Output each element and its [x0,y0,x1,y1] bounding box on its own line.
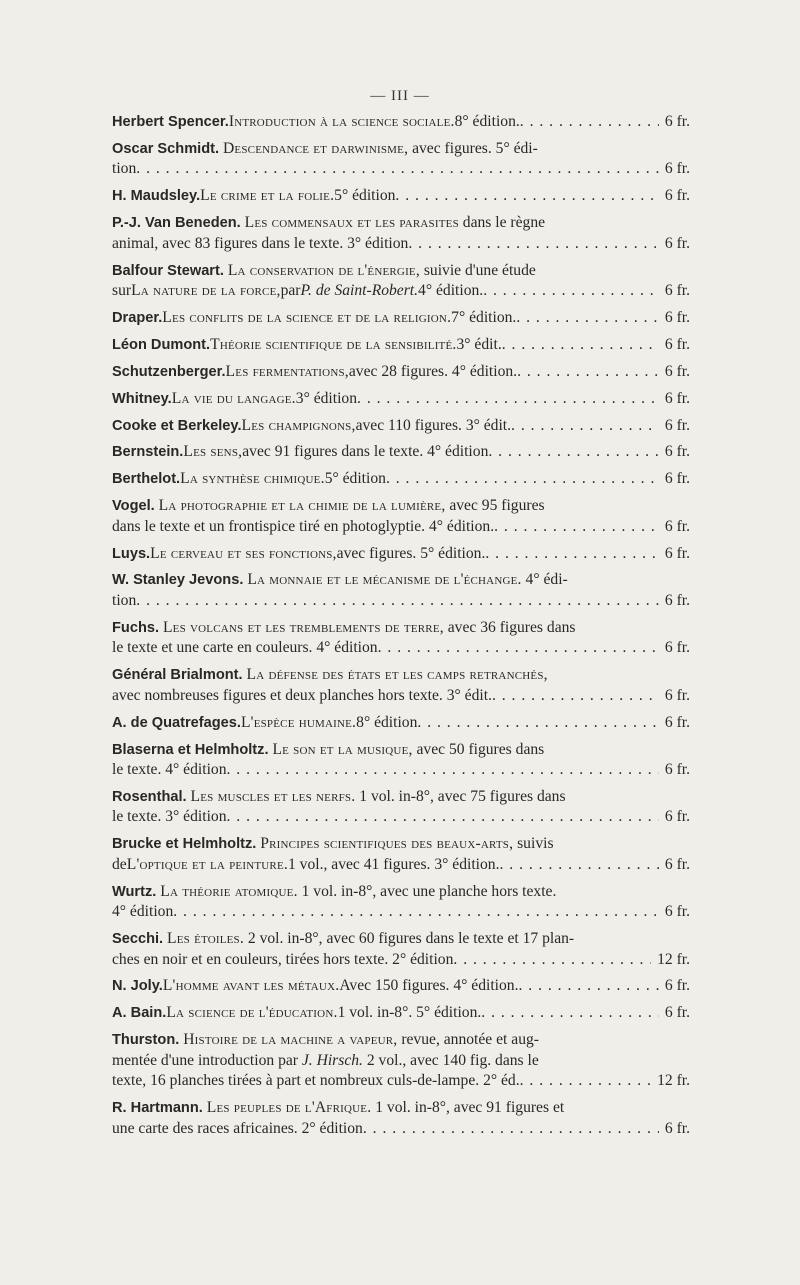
book-price: 6 fr. [664,591,690,609]
book-price: 6 fr. [664,517,690,535]
entry-first-line [112,740,690,761]
book-details: 5° édition [334,187,396,205]
book-title: L'espèce humaine. [240,713,357,731]
book-price: 12 fr. [657,1072,690,1090]
book-entry [112,976,690,997]
book-price: 6 fr. [664,416,690,434]
author-name: Wurtz. [112,883,157,900]
book-list [112,112,690,1146]
entry-last-line [112,686,690,707]
entry-first-line [112,544,690,565]
author-name: Thurston. [112,1032,180,1049]
dot-leader [136,159,659,180]
dot-leader [517,362,659,383]
book-details: revue, annotée et aug- [397,1031,539,1049]
dot-leader [395,186,658,207]
entry-first-line [112,713,690,734]
author-name: P.-J. Van Beneden. [112,215,241,232]
book-entry [112,112,690,133]
entry-last-line [112,281,690,302]
entry-first-line [112,442,690,463]
entry-first-line [112,112,690,133]
book-entry [112,570,690,611]
dot-leader [357,389,659,410]
dot-leader [492,686,659,707]
entry-last-line [112,517,690,538]
author-name: A. de Quatrefages. [112,714,241,731]
book-price: 6 fr. [664,761,690,779]
dot-leader [363,1119,659,1140]
author-name: Fuchs. [112,619,160,636]
entry-first-line [112,389,690,410]
book-price: 6 fr. [664,362,690,380]
entry-first-line [112,570,690,591]
book-details: 1 vol. in-8°, avec 75 figures dans [355,787,566,805]
dot-leader [481,1003,659,1024]
author-name: Général Brialmont. [112,667,243,684]
author-name: Vogel. [112,498,155,515]
entry-last-line [112,1119,690,1140]
book-title: L'homme avant les métaux. [162,977,340,995]
book-price: 6 fr. [664,389,690,407]
book-title: Théorie scientifique de la sensibilité. [210,335,457,353]
entry-first-line [112,618,690,639]
book-price: 6 fr. [664,335,690,353]
book-entry [112,335,690,356]
book-details: avec 50 figures dans [412,740,545,758]
author-name: Balfour Stewart. [112,262,224,279]
book-title: Les muscles et les nerfs. [190,787,356,805]
book-entry [112,469,690,490]
book-entry [112,139,690,180]
author-name: Berthelot. [112,471,181,488]
book-price: 6 fr. [664,855,690,873]
entry-last-line [112,234,690,255]
entry-first-line [112,665,690,686]
dot-leader [494,517,659,538]
book-title: Les volcans et les tremblements de terre, [162,618,444,636]
entry-first-line [112,308,690,329]
entry-last-line [112,902,690,923]
dot-leader [173,902,659,923]
author-name: Herbert Spencer. [112,114,229,130]
book-title: La vie du langage. [171,389,296,407]
book-price: 6 fr. [664,113,690,130]
book-title: Descendance et darwinisme, [222,139,409,157]
book-title: La photographie et la chimie de la lumière, [158,497,446,515]
entry-first-line [112,362,690,383]
book-title: La conservation de l'énergie, [227,261,420,279]
book-entry [112,442,690,463]
entry-first-line [112,834,690,855]
book-entry [112,713,690,734]
continuation-text: avec nombreuses figures et deux planches hors texte. 3° édit. [112,686,492,704]
entry-first-line [112,139,690,160]
book-title: Principes scientifiques des beaux-arts, [260,835,514,853]
book-details: avec 110 figures. 3° édit. [355,416,512,434]
book-price: 6 fr. [664,903,690,921]
book-details: avec 91 figures dans le texte. 4° édition [242,443,489,461]
dot-leader [227,760,659,781]
dot-leader [227,807,659,828]
author-name: Cooke et Berkeley. [112,417,242,434]
book-entry [112,544,690,565]
book-details: avec 36 figures dans [443,618,576,636]
book-price: 6 fr. [664,686,690,704]
dot-leader [136,591,659,612]
continuation-text: texte, 16 planches tirées à part et nombreux culs-de-lampe. 2° éd. [112,1072,520,1090]
continuation-text: le texte et une carte en couleurs. 4° édition [112,639,378,657]
book-title: Introduction à la science sociale. [228,113,455,130]
dot-leader [483,281,659,302]
continuation-text: le texte. 3° édition [112,808,227,826]
continuation-text: mentée d'une introduction par [112,1051,302,1069]
book-details: suivis [513,835,554,853]
book-price: 6 fr. [664,160,690,178]
book-entry [112,261,690,302]
book-title: La théorie atomique. [160,882,298,900]
book-title: Les fermentations, [225,362,349,380]
book-subtitle: L'optique et la peinture. [126,855,288,873]
book-entry [112,1098,690,1139]
book-entry [112,389,690,410]
book-price: 6 fr. [664,639,690,657]
dot-leader [453,950,651,971]
author-name: Bernstein. [112,444,184,461]
author-name: Léon Dumont. [112,336,211,353]
entry-first-line [112,1003,690,1024]
book-entry [112,213,690,254]
book-price: 6 fr. [664,282,690,300]
book-details: 7° édition. [451,308,517,326]
entry-first-line [112,213,690,234]
book-entry [112,740,690,781]
book-entry [112,1030,690,1092]
book-details: Avec 150 figures. 4° édition. [339,977,519,995]
author-name: Luys. [112,545,151,562]
entry-last-line [112,855,690,876]
page-number: — III — [370,88,430,104]
book-details: avec 95 figures [445,497,545,515]
book-title: Le son et la musique, [272,740,413,758]
book-price: 6 fr. [664,470,690,488]
book-entry [112,416,690,437]
book-details: 1 vol. in-8°. 5° édition. [337,1004,482,1022]
entry-first-line [112,186,690,207]
dot-leader [499,855,658,876]
book-entry [112,496,690,537]
author-name: Brucke et Helmholtz. [112,836,257,853]
entry-last-line [112,950,690,971]
book-entry [112,1003,690,1024]
book-details: 3° édition [295,389,358,407]
entry-first-line [112,929,690,950]
dot-leader [516,308,659,329]
dot-leader [518,976,658,997]
book-price: 6 fr. [664,544,690,562]
book-price: 6 fr. [664,443,690,461]
book-details: 8° édition. [454,113,520,130]
entry-last-line [112,591,690,612]
book-details: avec figures. 5° édi- [408,139,538,157]
entry-first-line [112,469,690,490]
book-details: 5° édition [324,470,386,488]
entry-first-line [112,335,690,356]
entry-first-line [112,1098,690,1119]
book-entry [112,882,690,923]
book-subtitle: La nature de la force, [131,282,281,300]
book-price: 6 fr. [664,808,690,826]
entry-last-line [112,638,690,659]
entry-last-line [112,760,690,781]
book-title: Les peuples de l'Afrique. [206,1099,372,1117]
book-details: 8° édition [356,713,418,731]
author-name: Oscar Schmidt. [112,140,220,157]
author-name: Blaserna et Helmholtz. [112,741,269,758]
dot-leader [502,335,659,356]
continuation-text: tion [112,160,137,178]
book-title: La monnaie et le mécanisme de l'échange. [247,571,522,589]
book-title: Les champignons, [241,416,356,434]
book-entry [112,186,690,207]
continuation-text: 1 vol., avec 41 figures. 3° édition. [287,855,500,873]
dot-leader [520,1071,651,1092]
continuation-text: sur [112,282,132,300]
book-title: La défense des états et les camps retranchés, [246,666,548,684]
book-entry [112,362,690,383]
book-details: 1 vol. in-8°, avec une planche hors texte. [297,882,557,900]
book-title: Les étoiles. [167,930,244,948]
continuation-text: 4° édition. [418,282,484,300]
book-title: Le cerveau et ses fonctions, [150,544,337,562]
dot-leader [408,234,659,255]
continuation-text: 4° édition [112,903,174,921]
book-price: 6 fr. [664,1004,690,1022]
book-price: 6 fr. [664,1119,690,1137]
author-name: Whitney. [112,390,172,407]
dot-leader [511,416,659,437]
entry-first-line [112,1030,690,1051]
entry-first-line [112,882,690,903]
entry-last-line [112,159,690,180]
dot-leader [386,469,659,490]
continuation-text: par [280,282,301,300]
book-price: 6 fr. [664,713,690,731]
book-details: dans le règne [458,214,546,232]
entry-first-line [112,416,690,437]
author-name: Secchi. [112,931,164,948]
dot-leader [488,442,659,463]
editor-name: P. de Saint-Robert. [300,282,419,300]
continuation-text: animal, avec 83 figures dans le texte. 3° édition [112,234,409,252]
author-name: A. Bain. [112,1005,167,1022]
book-details: 4° édi- [521,571,568,589]
book-title: Les conflits de la science et de la religion. [162,308,452,326]
entry-middle-line [112,1051,690,1072]
book-entry [112,787,690,828]
book-price: 12 fr. [657,950,690,968]
book-entry [112,665,690,706]
book-details: avec 28 figures. 4° édition. [348,362,518,380]
dot-leader [417,713,658,734]
entry-first-line [112,261,690,282]
entry-last-line [112,1071,690,1092]
author-name: Schutzenberger. [112,363,226,380]
continuation-text: une carte des races africaines. 2° édition [112,1119,363,1137]
continuation-text: ches en noir et en couleurs, tirées hors texte. 2° édition [112,950,454,968]
book-title: La synthèse chimique. [180,470,325,488]
continuation-text: dans le texte et un frontispice tiré en photoglyptie. 4° édition. [112,517,495,535]
continuation-text: tion [112,591,137,609]
book-price: 6 fr. [664,187,690,205]
book-details: 3° édit. [456,335,502,353]
continuation-text: le texte. 4° édition [112,761,227,779]
book-entry [112,308,690,329]
editor-name: J. Hirsch. [301,1051,363,1069]
entry-first-line [112,976,690,997]
book-entry [112,929,690,970]
author-name: H. Maudsley. [112,188,201,205]
dot-leader [520,112,659,133]
book-details: 2 vol. in-8°, avec 60 figures dans le texte et 17 plan- [243,930,575,948]
book-title: Les sens, [183,443,243,461]
book-title: Histoire de la machine a vapeur, [183,1031,398,1049]
book-details: 1 vol. in-8°, avec 91 figures et [371,1099,565,1117]
entry-last-line [112,807,690,828]
dot-leader [378,638,659,659]
book-title: Les commensaux et les parasites [244,214,459,232]
continuation-text: 2 vol., avec 140 fig. dans le [362,1051,539,1069]
book-price: 6 fr. [664,234,690,252]
book-price: 6 fr. [664,308,690,326]
book-details: avec figures. 5° édition. [336,544,486,562]
book-title: La science de l'éducation. [166,1004,338,1022]
book-entry [112,618,690,659]
author-name: Rosenthal. [112,788,187,805]
book-title: Le crime et la folie. [200,187,335,205]
book-entry [112,834,690,875]
author-name: Draper. [112,309,163,326]
entry-first-line [112,787,690,808]
continuation-text: de [112,855,127,873]
book-price: 6 fr. [664,977,690,995]
author-name: N. Joly. [112,978,163,995]
book-details: suivie d'une étude [419,261,536,279]
dot-leader [485,544,659,565]
author-name: R. Hartmann. [112,1100,203,1117]
entry-first-line [112,496,690,517]
author-name: W. Stanley Jevons. [112,572,244,589]
